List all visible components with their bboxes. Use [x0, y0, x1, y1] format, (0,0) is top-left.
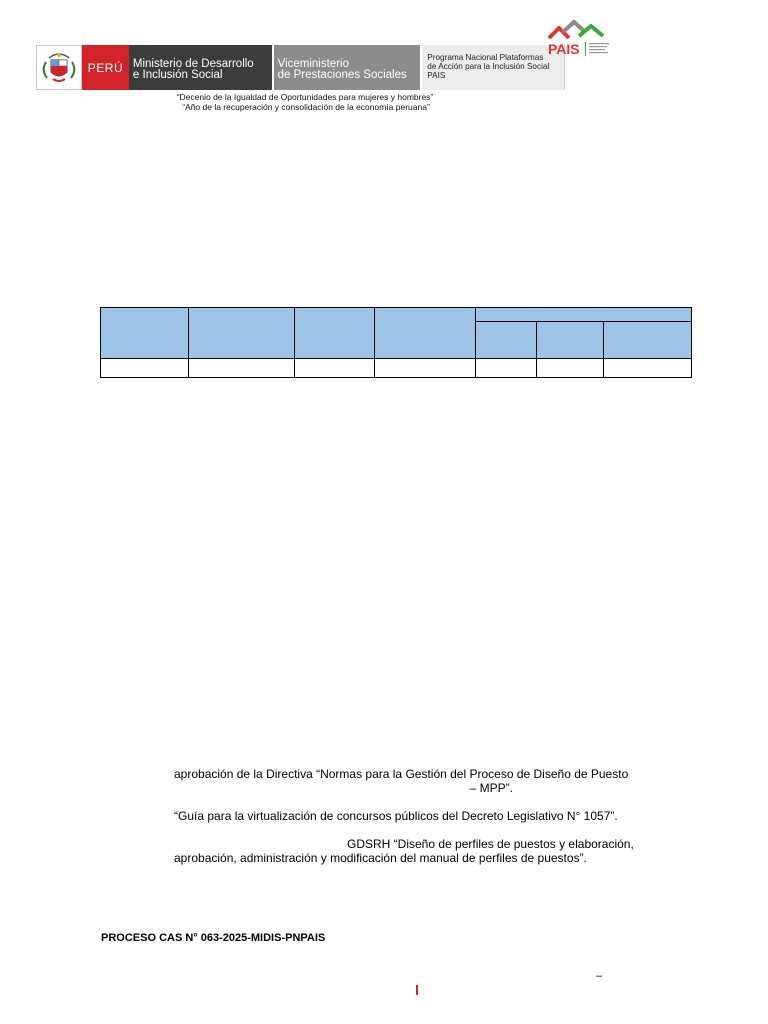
coat-of-arms-icon	[37, 46, 81, 89]
slogan-line1: “Decenio de la Igualdad de Oportunidades para mujeres y hombres”	[176, 92, 434, 102]
pais-logo	[545, 18, 617, 60]
directive-paragraph-line2: – MPP”.	[469, 781, 513, 795]
table-cell	[189, 359, 295, 378]
table-cell	[604, 359, 692, 378]
table-header-cell	[101, 308, 189, 359]
viceministry-name	[274, 45, 421, 90]
gdsrh-paragraph-line1: GDSRH “Diseño de perfiles de puestos y elaboración,	[347, 837, 634, 851]
program-name	[422, 45, 565, 90]
peru-seal-logo	[36, 45, 82, 90]
ministry-line1: Ministerio de Desarrollo	[132, 58, 254, 70]
program-line3: PAIS	[427, 71, 446, 80]
text-cursor-mark	[416, 985, 418, 995]
decade-slogans	[0, 92, 610, 112]
process-code: PROCESO CAS N° 063-2025-MIDIS-PNPAIS	[101, 932, 326, 944]
program-line1: Programa Nacional Plataformas	[427, 53, 544, 62]
table-header-cell	[189, 308, 295, 359]
vice-line2: de Prestaciones Sociales	[277, 69, 407, 81]
footer-dash: –	[596, 970, 603, 982]
table-group-header-cell	[476, 308, 692, 322]
vice-line1: Viceministerio	[277, 58, 349, 70]
institution-header	[36, 45, 565, 90]
table-subheader-cell	[476, 322, 537, 359]
ministry-name	[129, 45, 272, 90]
positions-table	[100, 307, 692, 378]
table-subheader-cell	[604, 322, 692, 359]
table-cell	[375, 359, 476, 378]
table-cell	[101, 359, 189, 378]
ministry-line2: e Inclusión Social	[132, 69, 223, 81]
gdsrh-paragraph-line2: aprobación, administración y modificación del manual de perfiles de puestos”.	[174, 851, 587, 865]
table-cell	[295, 359, 375, 378]
table-subheader-cell	[537, 322, 604, 359]
table-cell	[537, 359, 604, 378]
table-header-cell	[375, 308, 476, 359]
table-cell	[476, 359, 537, 378]
slogan-line2: “Año de la recuperación y consolidación de la economía peruana”	[182, 102, 430, 112]
directive-paragraph-line1: aprobación de la Directiva “Normas para la Gestión del Proceso de Diseño de Puesto	[174, 767, 629, 781]
table-row	[101, 359, 692, 378]
pais-logo-text: PAIS	[548, 41, 580, 57]
table-header-cell	[295, 308, 375, 359]
guide-paragraph: “Guía para la virtualización de concursos públicos del Decreto Legislativo N° 1057”.	[174, 809, 618, 823]
peru-label: PERÚ	[82, 45, 129, 90]
table-header-row-1	[101, 308, 692, 322]
program-line2: de Acción para la Inclusión Social	[427, 62, 550, 71]
